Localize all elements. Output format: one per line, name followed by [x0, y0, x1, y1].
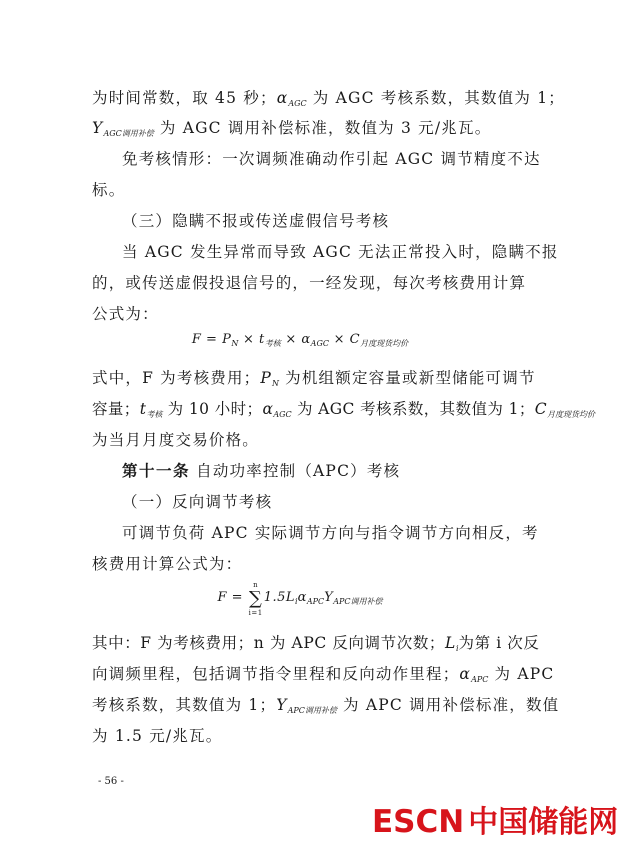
text-line-18 [92, 693, 559, 716]
math-symbol: t [139, 400, 147, 418]
sum-lower-limit: i=1 [248, 609, 263, 617]
math-symbol: P [260, 369, 273, 387]
text-segment: 容量； [92, 400, 140, 418]
formula-part: × t [238, 332, 265, 347]
math-subscript: AGC [288, 99, 307, 108]
escn-watermark-logo [372, 797, 618, 841]
text-segment: 为 AGC 考核系数，其数值为 1； [291, 400, 535, 418]
page-number: - 56 - [98, 776, 124, 787]
text-line-6: 当 AGC 发生异常而导致 AGC 无法正常投入时，隐瞒不报 [122, 243, 559, 261]
text-line-2 [92, 116, 491, 139]
sigma-glyph: ∑ [249, 588, 263, 609]
text-line-9 [92, 366, 536, 388]
formula-part: × α [280, 332, 311, 347]
text-segment: 其中：F 为考核费用；n 为 APC 反向调节次数； [92, 634, 446, 652]
text-segment: 向调频里程，包括调节指令里程和反向动作里程； [92, 665, 460, 683]
text-line-19: 为 1.5 元/兆瓦。 [92, 727, 223, 745]
text-line-14: 可调节负荷 APC 实际调节方向与指令调节方向相反，考 [122, 524, 539, 542]
text-segment: 为 AGC 考核系数，其数值为 1； [306, 89, 565, 107]
formula-part: × C [328, 332, 361, 347]
text-segment: 为时间常数，取 45 秒； [92, 89, 277, 107]
math-subscript: AGC [273, 410, 292, 419]
sum-upper-limit: n [253, 581, 259, 589]
logo-latin-text: ESCN [372, 804, 465, 840]
math-subscript: 月度现货均价 [360, 339, 409, 348]
formula-part: F = [217, 590, 248, 605]
text-segment: 考核系数，其数值为 1； [92, 696, 277, 714]
formula-part: F = P [191, 332, 232, 347]
section-heading: （三）隐瞒不报或传送虚假信号考核 [122, 212, 390, 230]
text-segment: 为第 i 次反 [458, 634, 540, 652]
text-line-8: 公式为： [92, 305, 159, 323]
text-segment: 为 10 小时； [162, 400, 263, 418]
text-line-11: 为当月月度交易价格。 [92, 431, 260, 449]
formula-1 [0, 332, 600, 349]
math-subscript: AGC调用补偿 [103, 129, 154, 138]
text-line-4: 标。 [92, 181, 126, 199]
text-segment: 式中，F 为考核费用； [92, 369, 261, 387]
formula-2 [0, 581, 600, 617]
math-subscript: i [455, 644, 459, 653]
math-symbol: Y [92, 119, 104, 137]
logo-chinese-text: 中国储能网 [468, 805, 618, 840]
text-segment: 为机组额定容量或新型储能可调节 [279, 369, 536, 387]
text-line-3: 免考核情形：一次调频准确动作引起 AGC 调节精度不达 [122, 150, 541, 168]
text-segment: 为 AGC 调用补偿标准，数值为 3 元/兆瓦。 [153, 119, 492, 137]
math-symbol: α [276, 89, 289, 107]
text-line-1 [92, 86, 565, 108]
text-line-10 [92, 397, 595, 420]
text-line-7: 的，或传送虚假投退信号的，一经发现，每次考核费用计算 [92, 274, 527, 292]
section-heading: （一）反向调节考核 [122, 493, 273, 511]
math-subscript: APC [471, 675, 489, 684]
article-title: 自动功率控制（APC）考核 [190, 462, 401, 480]
math-symbol: Y [276, 696, 288, 714]
math-symbol: C [534, 400, 547, 418]
math-subscript: APC调用补偿 [333, 597, 383, 606]
math-symbol: α [459, 665, 472, 683]
math-subscript: 考核 [146, 410, 163, 419]
summation-symbol [248, 581, 264, 617]
text-line-15: 核费用计算公式为： [92, 555, 243, 573]
math-subscript: APC [306, 597, 325, 606]
text-line-16 [92, 631, 540, 653]
math-subscript: 考核 [264, 339, 281, 348]
math-subscript: AGC [310, 339, 329, 348]
math-subscript: 月度现货均价 [547, 410, 595, 419]
article-number: 第十一条 [122, 462, 191, 480]
math-symbol: α [262, 400, 274, 418]
text-segment: 为 APC [488, 665, 555, 683]
formula-part: Y [324, 590, 334, 605]
math-subscript: N [272, 379, 280, 388]
math-subscript: i [295, 597, 298, 606]
formula-part: α [297, 590, 307, 605]
article-heading [122, 459, 400, 481]
text-line-17 [92, 662, 554, 684]
formula-part: 1.5L [263, 590, 295, 605]
math-symbol: L [445, 634, 456, 652]
math-subscript: N [231, 339, 239, 348]
math-subscript: APC调用补偿 [287, 706, 337, 715]
text-segment: 为 APC 调用补偿标准，数值 [336, 696, 560, 714]
